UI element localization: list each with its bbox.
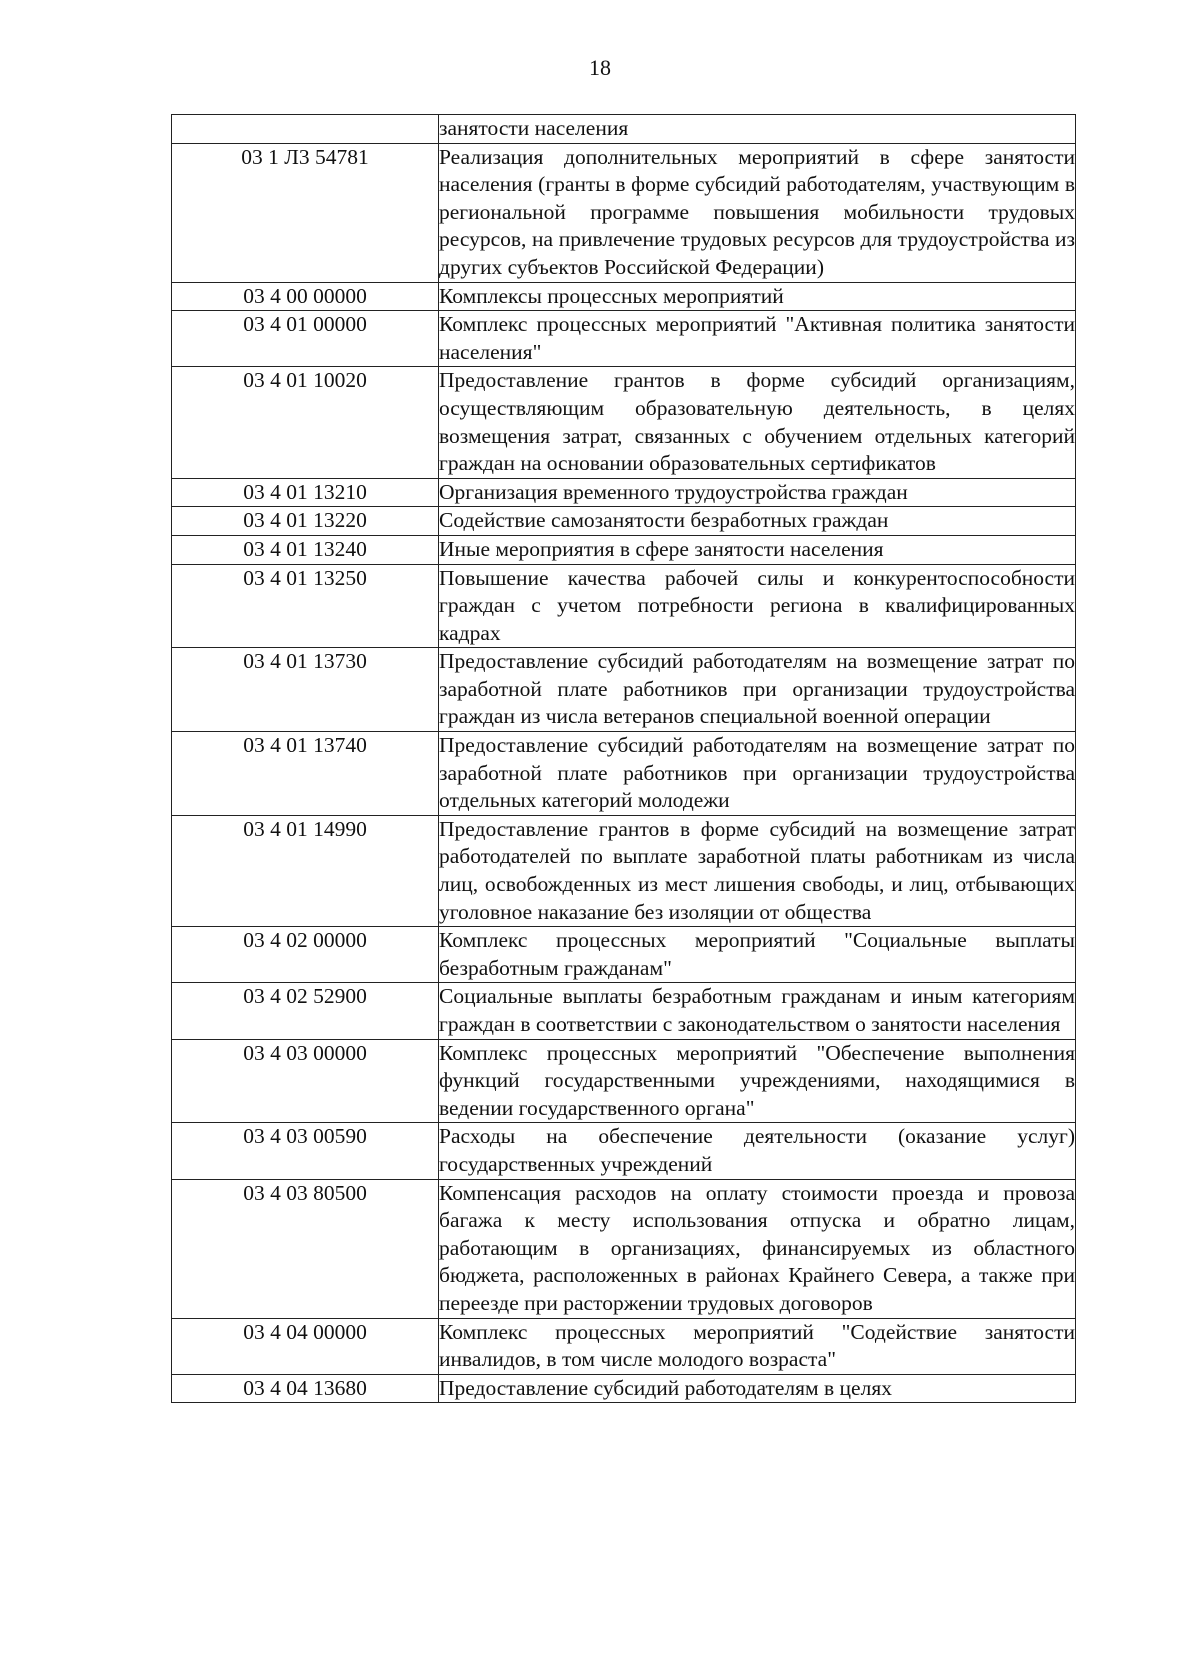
table-row xyxy=(172,1318,1076,1374)
row-description: Предоставление субсидий работодателям на возмещение затрат по заработной плате работников при организации трудоустройства граждан из числа ветеранов специальной военной операции xyxy=(439,648,1076,732)
row-code: 03 4 04 13680 xyxy=(172,1374,439,1403)
row-description: Социальные выплаты безработным гражданам и иным категориям граждан в соответствии с законодательством о занятости населения xyxy=(439,983,1076,1039)
row-description: Предоставление грантов в форме субсидий на возмещение затрат работодателей по выплате заработной платы работникам из числа лиц, освобожденных из мест лишения свободы, и лиц, отбывающих уголовное наказание без изоляции от общества xyxy=(439,815,1076,926)
table-row xyxy=(172,732,1076,816)
table-row xyxy=(172,311,1076,367)
row-code: 03 4 03 00000 xyxy=(172,1039,439,1123)
table-row xyxy=(172,478,1076,507)
row-description: Содействие самозанятости безработных граждан xyxy=(439,507,1076,536)
table-body xyxy=(172,115,1076,1403)
table-row xyxy=(172,115,1076,144)
row-description: Комплекс процессных мероприятий "Социальные выплаты безработным гражданам" xyxy=(439,927,1076,983)
table-row xyxy=(172,564,1076,648)
row-description: Повышение качества рабочей силы и конкурентоспособности граждан с учетом потребности региона в квалифицированных кадрах xyxy=(439,564,1076,648)
row-description: Реализация дополнительных мероприятий в сфере занятости населения (гранты в форме субсидий работодателям, участвующим в региональной программе повышения мобильности трудовых ресурсов, на привлечение трудовых ресурсов для трудоустройства из других субъектов Российской Федерации) xyxy=(439,143,1076,282)
table-row xyxy=(172,143,1076,282)
row-description: Иные мероприятия в сфере занятости населения xyxy=(439,535,1076,564)
row-description: Компенсация расходов на оплату стоимости проезда и провоза багажа к месту использования отпуска и обратно лицам, работающим в организациях, финансируемых из областного бюджета, расположенных в районах Крайнего Севера, а также при переезде при расторжении трудовых договоров xyxy=(439,1179,1076,1318)
row-description: Организация временного трудоустройства граждан xyxy=(439,478,1076,507)
table-row xyxy=(172,815,1076,926)
row-code: 03 4 03 80500 xyxy=(172,1179,439,1318)
row-code: 03 4 01 13740 xyxy=(172,732,439,816)
table-row xyxy=(172,1179,1076,1318)
row-description: Предоставление грантов в форме субсидий организациям, осуществляющим образовательную деятельность, в целях возмещения затрат, связанных с обучением отдельных категорий граждан на основании образовательных сертификатов xyxy=(439,367,1076,478)
row-description: Комплекс процессных мероприятий "Активная политика занятости населения" xyxy=(439,311,1076,367)
table-row xyxy=(172,535,1076,564)
table-row xyxy=(172,1039,1076,1123)
table-row xyxy=(172,648,1076,732)
row-code: 03 4 03 00590 xyxy=(172,1123,439,1179)
row-description: Комплекс процессных мероприятий "Обеспечение выполнения функций государственными учреждениями, находящимися в ведении государственного органа" xyxy=(439,1039,1076,1123)
row-code: 03 4 02 00000 xyxy=(172,927,439,983)
table-row xyxy=(172,927,1076,983)
row-code: 03 4 01 13210 xyxy=(172,478,439,507)
table-row xyxy=(172,1374,1076,1403)
row-code: 03 4 01 00000 xyxy=(172,311,439,367)
row-code xyxy=(172,115,439,144)
row-code: 03 4 04 00000 xyxy=(172,1318,439,1374)
budget-classification-table xyxy=(171,114,1076,1403)
row-description: Комплексы процессных мероприятий xyxy=(439,282,1076,311)
table-row xyxy=(172,1123,1076,1179)
row-code: 03 4 01 13730 xyxy=(172,648,439,732)
row-description: занятости населения xyxy=(439,115,1076,144)
row-code: 03 4 01 13250 xyxy=(172,564,439,648)
row-description: Предоставление субсидий работодателям в целях xyxy=(439,1374,1076,1403)
row-code: 03 4 02 52900 xyxy=(172,983,439,1039)
row-code: 03 4 01 13240 xyxy=(172,535,439,564)
row-code: 03 4 01 14990 xyxy=(172,815,439,926)
row-description: Комплекс процессных мероприятий "Содействие занятости инвалидов, в том числе молодого возраста" xyxy=(439,1318,1076,1374)
table-row xyxy=(172,983,1076,1039)
row-code: 03 4 01 10020 xyxy=(172,367,439,478)
page-number: 18 xyxy=(589,55,611,80)
row-description: Предоставление субсидий работодателям на возмещение затрат по заработной плате работников при организации трудоустройства отдельных категорий молодежи xyxy=(439,732,1076,816)
table-row xyxy=(172,367,1076,478)
row-description: Расходы на обеспечение деятельности (оказание услуг) государственных учреждений xyxy=(439,1123,1076,1179)
table-row xyxy=(172,282,1076,311)
row-code: 03 4 01 13220 xyxy=(172,507,439,536)
row-code: 03 4 00 00000 xyxy=(172,282,439,311)
table-row xyxy=(172,507,1076,536)
row-code: 03 1 Л3 54781 xyxy=(172,143,439,282)
